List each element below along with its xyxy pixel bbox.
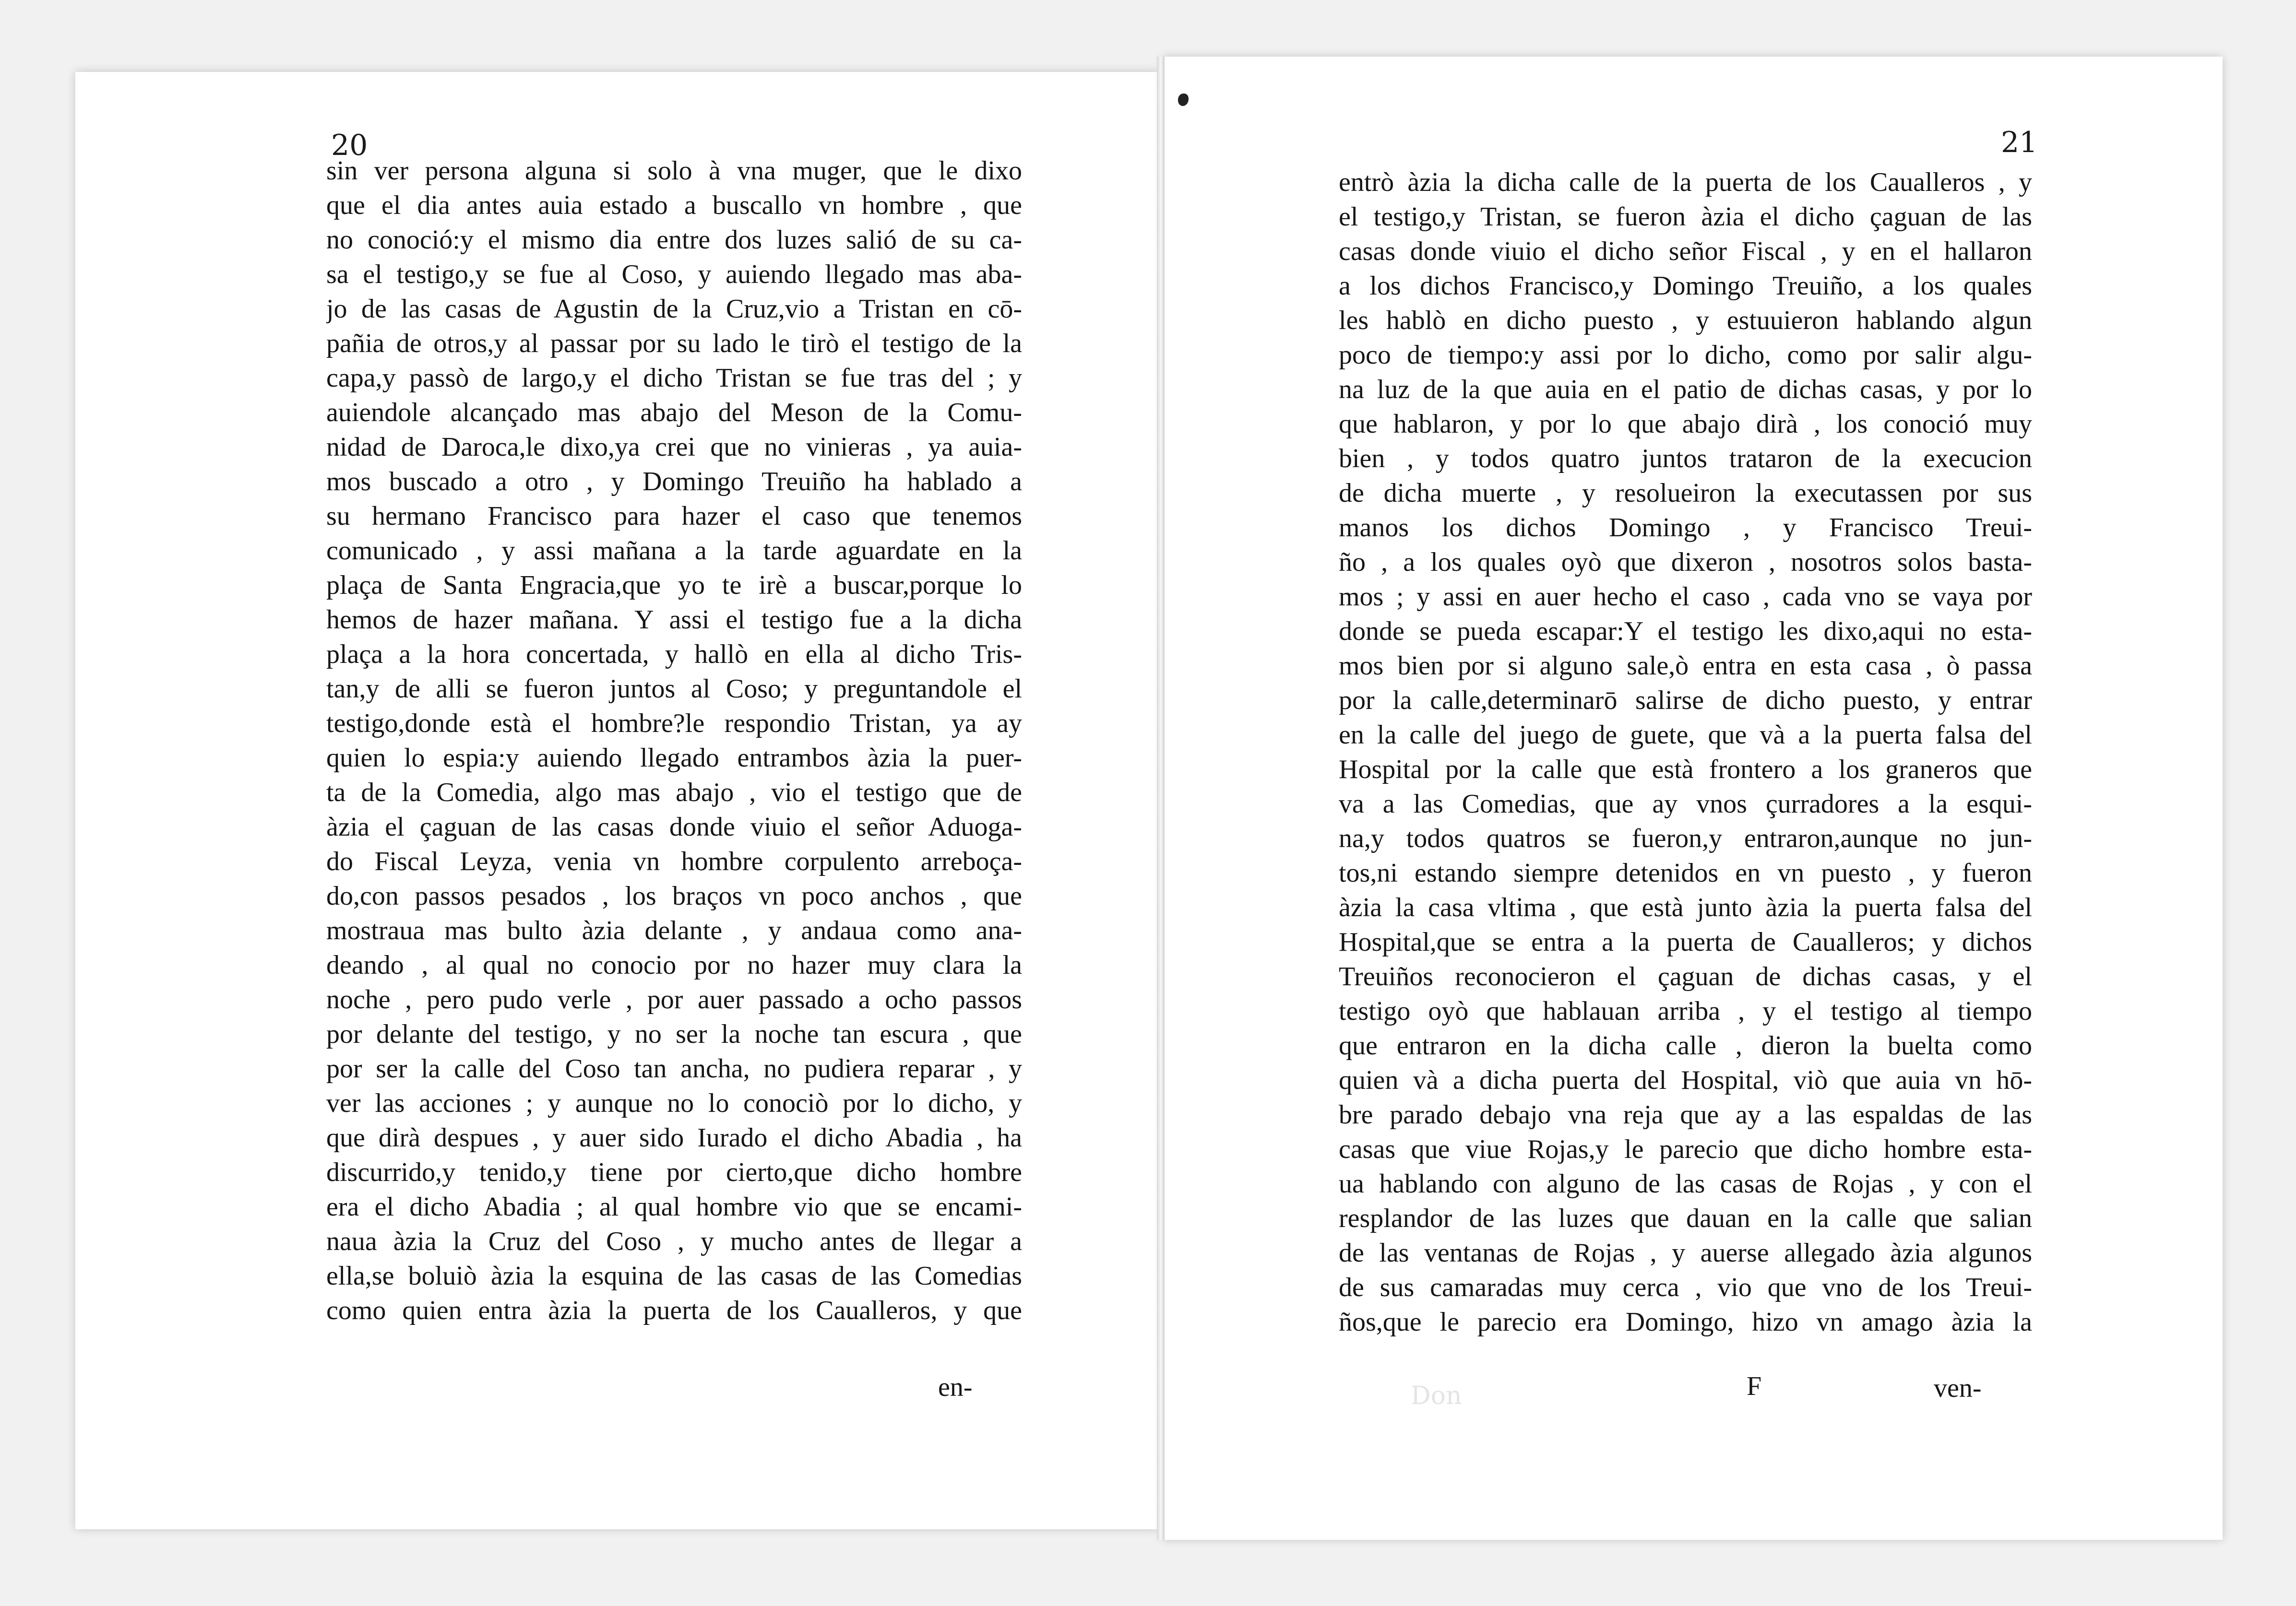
text-line: les hablò en dicho puesto , y estuuieron hablando algun — [1339, 306, 2032, 335]
text-line: ño , a los quales oyò que dixeron , nosotros solos basta- — [1339, 547, 2032, 577]
text-line: mos buscado a otro , y Domingo Treuiño ha hablado a — [326, 467, 1022, 496]
text-line: quien và a dicha puerta del Hospital, viò que auia vn hō- — [1339, 1065, 2032, 1095]
text-line: era el dicho Abadia ; al qual hombre vio que se encami- — [326, 1192, 1022, 1222]
text-line: testigo,donde està el hombre?le respondio Tristan, ya ay — [326, 709, 1022, 738]
text-line: discurrido,y tenido,y tiene por cierto,que dicho hombre — [326, 1157, 1022, 1187]
text-line: testigo oyò que hablauan arriba , y el testigo al tiempo — [1339, 996, 2032, 1026]
text-line: naua àzia la Cruz del Coso , y mucho antes de llegar a — [326, 1227, 1022, 1256]
text-line: do,con passos pesados , los braços vn poco anchos , que — [326, 881, 1022, 911]
text-line: por la calle,determinarō salirse de dicho puesto, y entrar — [1339, 685, 2032, 715]
text-line: capa,y passò de largo,y el dicho Tristan se fue tras del ; y — [326, 363, 1022, 393]
text-line: el testigo,y Tristan, se fueron àzia el dicho çaguan de las — [1339, 202, 2032, 232]
text-line: que hablaron, y por lo que abajo dirà , los conoció muy — [1339, 409, 2032, 439]
text-line: no conoció:y el mismo dia entre dos luzes salió de su ca- — [326, 225, 1022, 255]
text-line: pañia de otros,y al passar por su lado le tirò el testigo de la — [326, 329, 1022, 358]
right-page-number: 21 — [2001, 126, 2038, 159]
text-line: ños,que le parecio era Domingo, hizo vn amago àzia la — [1339, 1307, 2032, 1337]
text-line: na luz de la que auia en el patio de dichas casas, y por lo — [1339, 375, 2032, 404]
text-line: a los dichos Francisco,y Domingo Treuiño, a los quales — [1339, 271, 2032, 301]
left-catchword: en- — [938, 1372, 973, 1402]
text-line: su hermano Francisco para hazer el caso que tenemos — [326, 501, 1022, 531]
text-line: manos los dichos Domingo , y Francisco Treui- — [1339, 513, 2032, 543]
text-line: plaça de Santa Engracia,que yo te irè a buscar,porque lo — [326, 570, 1022, 600]
text-line: plaça a la hora concertada, y hallò en ella al dicho Tris- — [326, 639, 1022, 669]
right-catchword: ven- — [1934, 1373, 1982, 1403]
text-line: bre parado debajo vna reja que ay a las espaldas de las — [1339, 1100, 2032, 1130]
text-line: jo de las casas de Agustin de la Cruz,vio a Tristan en cō- — [326, 294, 1022, 324]
text-line: bien , y todos quatro juntos trataron de la execucion — [1339, 444, 2032, 473]
text-line: quien lo espia:y auiendo llegado entrambos àzia la puer- — [326, 743, 1022, 773]
text-line: ella,se boluiò àzia la esquina de las casas de las Comedias — [326, 1261, 1022, 1291]
text-line: hemos de hazer mañana. Y assi el testigo fue a la dicha — [326, 605, 1022, 635]
text-line: noche , pero pudo verle , por auer passado a ocho passos — [326, 985, 1022, 1015]
text-line: auiendole alcançado mas abajo del Meson de la Comu- — [326, 398, 1022, 427]
text-line: mostraua mas bulto àzia delante , y andaua como ana- — [326, 916, 1022, 945]
text-line: ta de la Comedia, algo mas abajo , vio el testigo que de — [326, 778, 1022, 807]
text-line: que el dia antes auia estado a buscallo vn hombre , que — [326, 190, 1022, 220]
text-line: nidad de Daroca,le dixo,ya crei que no vinieras , ya auia- — [326, 432, 1022, 462]
book-spine — [1157, 57, 1165, 1540]
text-line: mos ; y assi en auer hecho el caso , cada vno se vaya por — [1339, 582, 2032, 612]
text-line: Hospital por la calle que està frontero a los graneros que — [1339, 755, 2032, 784]
text-line: resplandor de las luzes que dauan en la calle que salian — [1339, 1204, 2032, 1233]
text-line: tan,y de alli se fueron juntos al Coso; y preguntandole el — [326, 674, 1022, 704]
right-signature-mark: F — [1747, 1371, 1762, 1401]
text-line: poco de tiempo:y assi por lo dicho, como por salir algu- — [1339, 340, 2032, 370]
text-line: casas donde viuio el dicho señor Fiscal , y en el hallaron — [1339, 236, 2032, 266]
text-line: casas que viue Rojas,y le parecio que dicho hombre esta- — [1339, 1134, 2032, 1164]
text-line: va a las Comedias, que ay vnos çurradores a la esqui- — [1339, 789, 2032, 819]
text-line: de sus camaradas muy cerca , vio que vno de los Treui- — [1339, 1273, 2032, 1302]
text-line: àzia el çaguan de las casas donde viuio el señor Aduoga- — [326, 812, 1022, 842]
text-line: ver las acciones ; y aunque no lo conociò por lo dicho, y — [326, 1088, 1022, 1118]
text-line: tos,ni estando siempre detenidos en vn puesto , y fueron — [1339, 858, 2032, 888]
text-line: comunicado , y assi mañana a la tarde aguardate en la — [326, 536, 1022, 566]
text-line: ua hablando con alguno de las casas de Rojas , y con el — [1339, 1169, 2032, 1199]
text-line: entrò àzia la dicha calle de la puerta de los Caualleros , y — [1339, 167, 2032, 197]
right-page-text — [1339, 165, 2032, 1339]
left-page-number: 20 — [331, 129, 368, 162]
left-page-text — [326, 154, 1022, 1328]
text-line: que dirà despues , y auer sido Iurado el dicho Abadia , ha — [326, 1123, 1022, 1153]
text-line: por delante del testigo, y no ser la noche tan escura , que — [326, 1019, 1022, 1049]
text-line: de dicha muerte , y resolueiron la executassen por sus — [1339, 478, 2032, 508]
text-line: por ser la calle del Coso tan ancha, no pudiera reparar , y — [326, 1054, 1022, 1084]
text-line: na,y todos quatros se fueron,y entraron,aunque no jun- — [1339, 824, 2032, 853]
text-line: sin ver persona alguna si solo à vna muger, que le dixo — [326, 156, 1022, 186]
text-line: Hospital,que se entra a la puerta de Caualleros; y dichos — [1339, 927, 2032, 957]
text-line: àzia la casa vltima , que està junto àzia la puerta falsa del — [1339, 893, 2032, 922]
bleed-through-text: Don — [1411, 1382, 1462, 1410]
text-line: en la calle del juego de guete, que và a la puerta falsa del — [1339, 720, 2032, 750]
text-line: Treuiños reconocieron el çaguan de dichas casas, y el — [1339, 962, 2032, 992]
text-line: sa el testigo,y se fue al Coso, y auiendo llegado mas aba- — [326, 260, 1022, 289]
text-line: donde se pueda escapar:Y el testigo les dixo,aqui no esta- — [1339, 616, 2032, 646]
text-line: do Fiscal Leyza, venia vn hombre corpulento arreboça- — [326, 847, 1022, 876]
text-line: deando , al qual no conocio por no hazer muy clara la — [326, 950, 1022, 980]
text-line: mos bien por si alguno sale,ò entra en esta casa , ò passa — [1339, 651, 2032, 681]
text-line: como quien entra àzia la puerta de los Caualleros, y que — [326, 1296, 1022, 1325]
text-line: de las ventanas de Rojas , y auerse allegado àzia algunos — [1339, 1238, 2032, 1268]
text-line: que entraron en la dicha calle , dieron la buelta como — [1339, 1031, 2032, 1061]
